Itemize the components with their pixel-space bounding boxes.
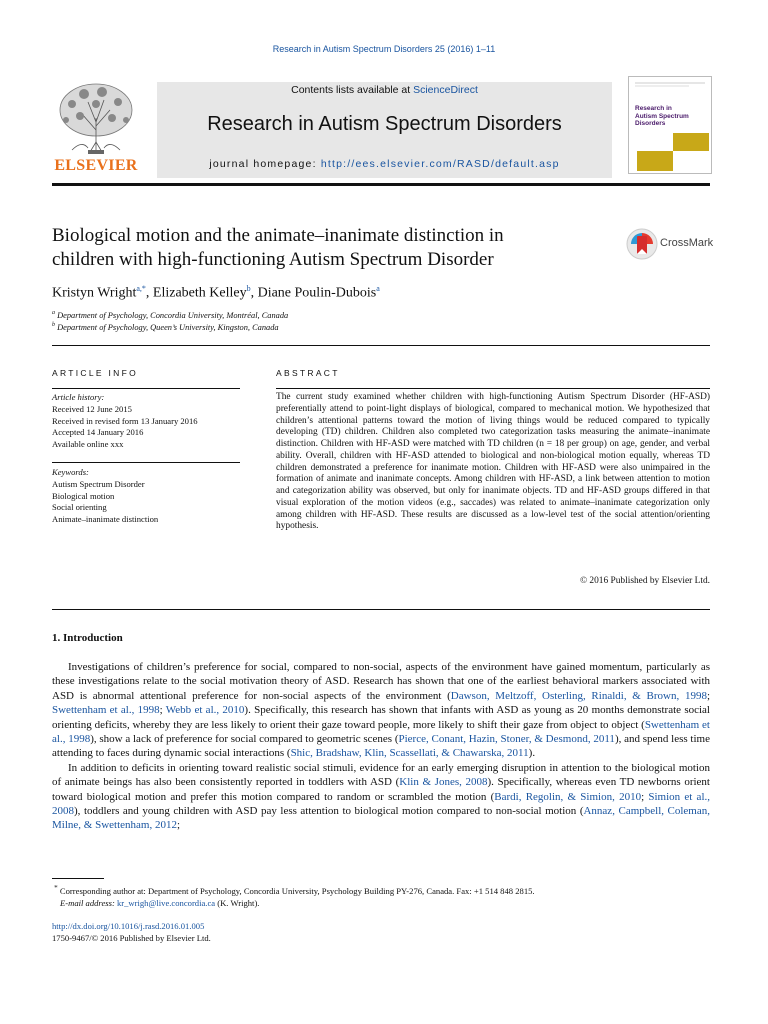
footnote-text: Corresponding author at: Department of Psychology, Concordia University, Psychology Building PY-276, Canada. Fax: +1 514 848 2815. (59, 885, 535, 896)
affiliation-b (52, 322, 279, 332)
author-name: Elizabeth Kelley (152, 285, 247, 301)
doi-link[interactable]: http://dx.doi.org/10.1016/j.rasd.2016.01.005 (52, 921, 205, 931)
body-text-run: ), and spend less time attending to faces during dynamic social interactions ( (52, 733, 710, 760)
affiliation-mark: a (52, 310, 55, 316)
introduction-body (52, 660, 710, 833)
citation-link[interactable]: Shic, Bradshaw, Klin, Scassellati, & Chawarska, 2011 (290, 747, 529, 760)
cover-title-line: Autism Spectrum (635, 112, 689, 120)
keywords-divider (52, 462, 240, 463)
body-text-run: In addition to deficits in orienting toward realistic social stimuli, evidence for an early emerging disruption in attention to the biological motion of animate beings has also been consistently reported in toddlers with ASD ( (52, 761, 710, 789)
body-text-run: ), toddlers and young children with ASD pay less attention to biological motion compared to non-social motion ( (74, 805, 584, 818)
citation-link[interactable]: Dawson, Meltzoff, Osterling, Rinaldi, & Brown, 1998 (450, 689, 707, 702)
journal-cover-thumbnail[interactable] (628, 76, 712, 174)
history-item: Received 12 June 2015 (52, 403, 132, 414)
article-title-line: Biological motion and the animate–inanimate distinction in (52, 225, 504, 246)
affiliation-text: Department of Psychology, Queen’s University, Kingston, Canada (57, 322, 279, 332)
journal-citation-link[interactable]: Research in Autism Spectrum Disorders 25 (2016) 1–11 (272, 44, 496, 54)
author-name: Kristyn Wright (52, 285, 137, 301)
body-text-run: Investigations of children’s preference for social, compared to non-social, aspects of the environment have gained momentum, particularly as these investigations relate to the social motivation theory of ASD. Research has shown that one of the earliest behavioral markers associated with ASD is abnormal attentional preference for non-social aspects of the environment ( (52, 661, 710, 702)
paragraph (52, 660, 710, 761)
footnote-divider (52, 878, 104, 879)
author-separator: , (250, 285, 258, 301)
keyword-item: Animate–inanimate distinction (52, 514, 159, 525)
journal-homepage-link[interactable]: http://ees.elsevier.com/RASD/default.asp (320, 158, 560, 170)
citation-link[interactable]: Simion et al., 2008 (52, 790, 710, 818)
author-affiliation-mark[interactable]: a,* (136, 284, 146, 293)
citation-link[interactable]: Webb et al., 2010 (165, 704, 245, 717)
author-affiliation-mark[interactable]: b (246, 284, 251, 293)
email-line (52, 897, 710, 909)
citation-link[interactable]: Klin & Jones, 2008 (399, 776, 488, 789)
email-label: E-mail address: (60, 897, 117, 908)
body-text-run: ). (528, 747, 536, 760)
citation-link[interactable]: Annaz, Campbell, Coleman, Milne, & Swettenham, 2012 (52, 805, 710, 832)
article-title (52, 224, 612, 272)
crossmark-badge[interactable] (626, 228, 716, 260)
author-affiliation-mark[interactable]: a (376, 284, 380, 293)
history-item: Received in revised form 13 January 2016 (52, 415, 198, 426)
citation-link[interactable]: Swettenham et al., 1998 (52, 718, 710, 746)
citation-link[interactable]: Pierce, Conant, Hazin, Stoner, & Desmond, 2011 (398, 733, 615, 746)
keywords-label: Keywords: (52, 467, 89, 477)
cover-title-line: Disorders (635, 120, 666, 127)
author-list (52, 284, 380, 302)
body-text-run: ). Specifically, whereas even TD newborns orient toward biological motion and prefer this motion compared to random or scrambled the motion ( (52, 776, 710, 803)
crossmark-icon (626, 228, 658, 260)
abstract-heading: ABSTRACT (276, 368, 340, 378)
author-name: Diane Poulin-Dubois (257, 285, 377, 301)
keyword-item: Social orienting (52, 502, 107, 513)
affiliation-text: Department of Psychology, Concordia University, Montréal, Canada (57, 310, 289, 320)
title-divider (52, 345, 710, 346)
body-text-run: ). Specifically, this research has shown that infants with ASD as young as 20 months demonstrate social orienting deficits, whereby they are less likely to orient their gaze toward people, more likely to shift their gaze from object to object ( (52, 704, 710, 731)
affiliation-a (52, 310, 288, 320)
contents-line (157, 84, 612, 96)
body-text-run: ; (159, 704, 166, 717)
history-item: Accepted 14 January 2016 (52, 427, 144, 438)
footnote-mark: * (54, 884, 58, 892)
cover-pattern-graphic (629, 77, 711, 173)
email-suffix: (K. Wright). (215, 897, 260, 908)
paragraph (52, 761, 710, 833)
body-text-run: ; (176, 819, 181, 832)
abstract-end-divider (52, 609, 710, 610)
article-info-heading: ARTICLE INFO (52, 368, 139, 378)
corresponding-author-note (52, 882, 710, 897)
keyword-item: Autism Spectrum Disorder (52, 478, 145, 489)
header-divider (52, 183, 710, 186)
homepage-prefix: journal homepage: (209, 158, 321, 170)
author-separator: , (145, 285, 153, 301)
section-heading-introduction: 1. Introduction (52, 632, 123, 644)
article-history (52, 392, 252, 451)
body-text-run: ; (706, 689, 711, 702)
body-text-run: ; (641, 790, 649, 803)
copyright-notice: © 2016 Published by Elsevier Ltd. (579, 576, 710, 586)
citation-link[interactable]: Swettenham et al., 1998 (52, 704, 160, 717)
keywords (52, 467, 252, 526)
email-link[interactable]: kr_wrigh@live.concordia.ca (116, 897, 216, 908)
contents-prefix: Contents lists available at (291, 84, 414, 96)
abstract-divider (276, 388, 710, 389)
affiliation-mark: b (52, 322, 55, 328)
cover-title-line: Research in (635, 105, 672, 112)
issn-line: 1750-9467/© 2016 Published by Elsevier Ltd. (52, 933, 211, 943)
article-title-line: children with high-functioning Autism Spectrum Disorder (52, 249, 494, 270)
info-divider (52, 388, 240, 389)
sciencedirect-link[interactable]: ScienceDirect (413, 84, 478, 96)
history-item: Available online xxx (52, 439, 124, 450)
abstract-text: The current study examined whether children with high-functioning Autism Spectrum Disorder (HF-ASD) preferentially attend to point-light displays of biological, compared to mechanical motion. We hypothesized that children’s attentional patterns toward the motion of living things would be reduced compared to typically developing (TD) children. Children also completed two categorization tasks measuring the animate–inanimate distinction. Children with HF-ASD were matched with TD children (n = 18 per group) on age, gender, and verbal ability. Overall, children with HF-ASD attended to biological and non-biological motion equally, whereas TD children demonstrated a preference for inanimate motion. Children with HF-ASD were also unimpaired in the formation of animate and inanimate concepts. Among children with HF-ASD, a link between attention to motion and categorization ability was observed, but only for inanimate objects. TD and HF-ASD groups differed in that visual exploration of the motion videos (e.g., saccades) was related to animate–inanimate categorization only among children with HF-ASD. These results are discussed as a low-level test of the social attention/orienting hypothesis. (276, 392, 710, 532)
history-label: Article history: (52, 392, 105, 402)
elsevier-wordmark: ELSEVIER (54, 157, 138, 174)
citation-link[interactable]: Bardi, Regolin, & Simion, 2010 (494, 790, 642, 803)
body-text-run: ), show a lack of preference for social compared to geometric scenes ( (90, 733, 399, 746)
footnote (52, 882, 710, 909)
journal-homepage-line (157, 158, 612, 170)
journal-title: Research in Autism Spectrum Disorders (207, 113, 562, 135)
crossmark-label: CrossMark (660, 237, 714, 249)
keyword-item: Biological motion (52, 490, 115, 501)
